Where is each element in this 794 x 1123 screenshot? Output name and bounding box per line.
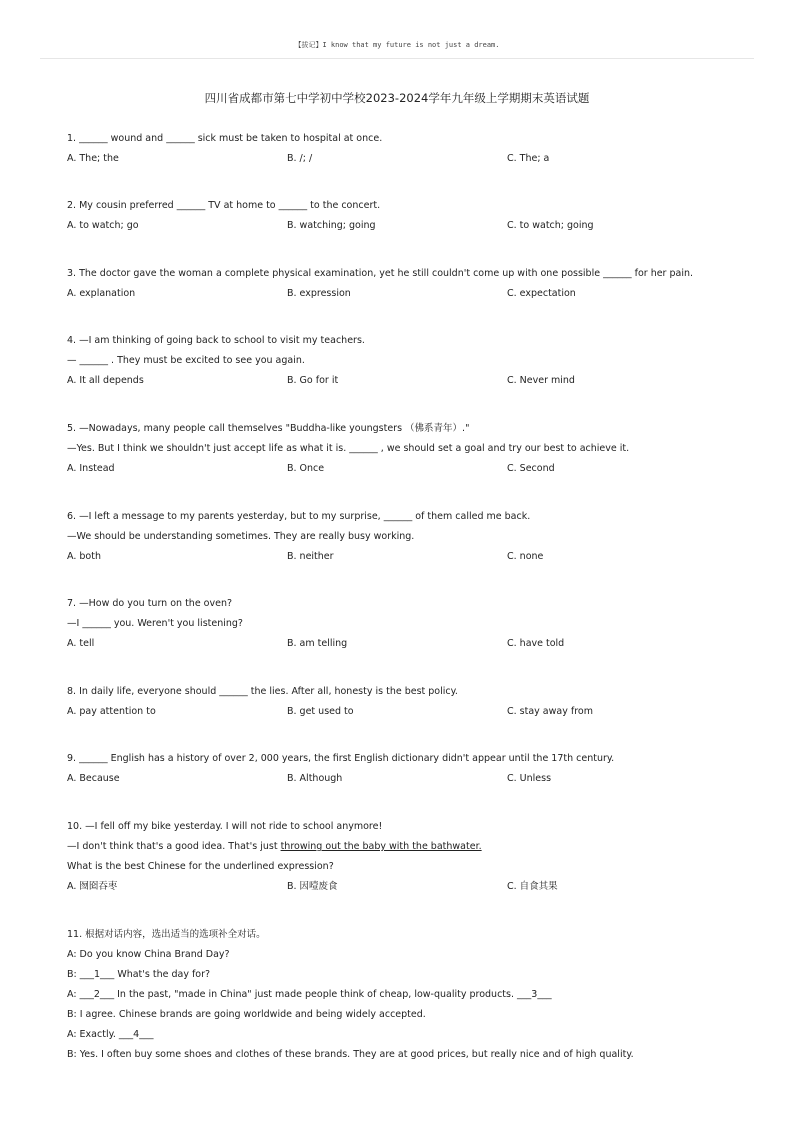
question-stem: 7. —How do you turn on the oven? xyxy=(67,598,233,609)
question-10 xyxy=(67,817,747,897)
blank-1[interactable]: ___1___ xyxy=(79,969,115,980)
option-a[interactable]: A. pay attention to xyxy=(67,706,156,717)
options-row xyxy=(67,877,747,897)
question-stem-line-2: —We should be understanding sometimes. They are really busy working. xyxy=(67,531,415,542)
question-1 xyxy=(67,129,747,169)
question-9 xyxy=(67,749,747,789)
dialogue-line-1: A: Do you know China Brand Day? xyxy=(67,949,230,960)
question-stem: 8. In daily life, everyone should ______ the lies. After all, honesty is the best policy. xyxy=(67,686,458,697)
option-c[interactable]: C. have told xyxy=(507,638,565,649)
option-c[interactable]: C. 自食其果 xyxy=(507,881,558,892)
option-b[interactable]: B. 因噎废食 xyxy=(287,881,338,892)
question-4 xyxy=(67,331,747,391)
option-b[interactable]: B. watching; going xyxy=(287,220,376,231)
options-row xyxy=(67,634,747,654)
option-a[interactable]: A. both xyxy=(67,551,101,562)
question-3 xyxy=(67,264,747,304)
question-6 xyxy=(67,507,747,567)
option-c[interactable]: C. The; a xyxy=(507,153,550,164)
option-a[interactable]: A. It all depends xyxy=(67,375,144,386)
header-note: 【拔记】I know that my future is not just a dream. xyxy=(294,41,500,49)
option-c[interactable]: C. Unless xyxy=(507,773,552,784)
dialogue-line-4: B: I agree. Chinese brands are going worldwide and being widely accepted. xyxy=(67,1009,426,1020)
question-stem: 6. —I left a message to my parents yesterday, but to my surprise, ______ of them called me back. xyxy=(67,511,531,522)
question-stem-line-2: —I don't think that's a good idea. That's just throwing out the baby with the bathwater. xyxy=(67,841,482,852)
blank-4[interactable]: ___4___ xyxy=(118,1029,154,1040)
question-prompt: What is the best Chinese for the underlined expression? xyxy=(67,861,334,872)
options-row xyxy=(67,459,747,479)
option-b[interactable]: B. Once xyxy=(287,463,325,474)
question-stem: 10. —I fell off my bike yesterday. I will not ride to school anymore! xyxy=(67,821,383,832)
question-stem-line-2: —Yes. But I think we shouldn't just accept life as what it is. ______ , we should set a goal and try our best to achieve it. xyxy=(67,443,630,454)
option-b[interactable]: B. Go for it xyxy=(287,375,339,386)
option-b[interactable]: B. am telling xyxy=(287,638,348,649)
question-7 xyxy=(67,594,747,654)
question-stem: 1. ______ wound and ______ sick must be taken to hospital at once. xyxy=(67,133,383,144)
option-c[interactable]: C. Never mind xyxy=(507,375,575,386)
blank-3[interactable]: ___3___ xyxy=(517,989,552,1000)
option-a[interactable]: A. 囫囵吞枣 xyxy=(67,881,118,892)
question-2 xyxy=(67,196,747,236)
question-5 xyxy=(67,419,747,479)
option-c[interactable]: C. none xyxy=(507,551,544,562)
option-c[interactable]: C. stay away from xyxy=(507,706,593,717)
question-11 xyxy=(67,925,747,1065)
options-row xyxy=(67,284,747,304)
option-a[interactable]: A. explanation xyxy=(67,288,136,299)
option-b[interactable]: B. /; / xyxy=(287,153,313,164)
document-title: 四川省成都市第七中学初中学校2023-2024学年九年级上学期期末英语试题 xyxy=(204,91,590,105)
question-stem: 2. My cousin preferred ______ TV at home to ______ to the concert. xyxy=(67,200,381,211)
options-row xyxy=(67,702,747,722)
underlined-expression: throwing out the baby with the bathwater. xyxy=(280,841,482,852)
option-c[interactable]: C. Second xyxy=(507,463,555,474)
option-b[interactable]: B. expression xyxy=(287,288,351,299)
question-stem: 4. —I am thinking of going back to school to visit my teachers. xyxy=(67,335,365,346)
option-b[interactable]: B. get used to xyxy=(287,706,354,717)
question-stem: 5. —Nowadays, many people call themselves "Buddha-like youngsters （佛系青年）." xyxy=(67,423,470,434)
options-row xyxy=(67,216,747,236)
option-a[interactable]: A. The; the xyxy=(67,153,119,164)
option-b[interactable]: B. Although xyxy=(287,773,343,784)
option-a[interactable]: A. Because xyxy=(67,773,120,784)
dialogue-line-5: A: Exactly. ___4___ xyxy=(67,1029,154,1040)
question-8 xyxy=(67,682,747,722)
question-stem-line-2: —I ______ you. Weren't you listening? xyxy=(67,618,243,629)
dialogue-line-2: B: ___1___ What's the day for? xyxy=(67,969,211,980)
options-row xyxy=(67,769,747,789)
option-a[interactable]: A. Instead xyxy=(67,463,115,474)
options-row xyxy=(67,149,747,169)
options-row xyxy=(67,371,747,391)
question-stem-line-2: — ______ . They must be excited to see you again. xyxy=(67,355,305,366)
option-c[interactable]: C. to watch; going xyxy=(507,220,594,231)
options-row xyxy=(67,547,747,567)
dialogue-line-6: B: Yes. I often buy some shoes and clothes of these brands. They are at good prices, but really nice and of high quality. xyxy=(67,1049,634,1060)
option-a[interactable]: A. tell xyxy=(67,638,95,649)
question-stem: 3. The doctor gave the woman a complete physical examination, yet he still couldn't come up with one possible ______ for her pain. xyxy=(67,268,694,279)
option-b[interactable]: B. neither xyxy=(287,551,334,562)
dialogue-line-3: A: ___2___ In the past, "made in China" just made people think of cheap, low-quality products. ___3___ xyxy=(67,989,552,1000)
blank-2[interactable]: ___2___ xyxy=(79,989,115,1000)
header-divider xyxy=(40,58,754,59)
question-stem: 9. ______ English has a history of over 2, 000 years, the first English dictionary didn't appear until the 17th century. xyxy=(67,753,615,764)
question-instruction: 11. 根据对话内容，选出适当的选项补全对话。 xyxy=(67,929,266,940)
option-a[interactable]: A. to watch; go xyxy=(67,220,139,231)
option-c[interactable]: C. expectation xyxy=(507,288,576,299)
